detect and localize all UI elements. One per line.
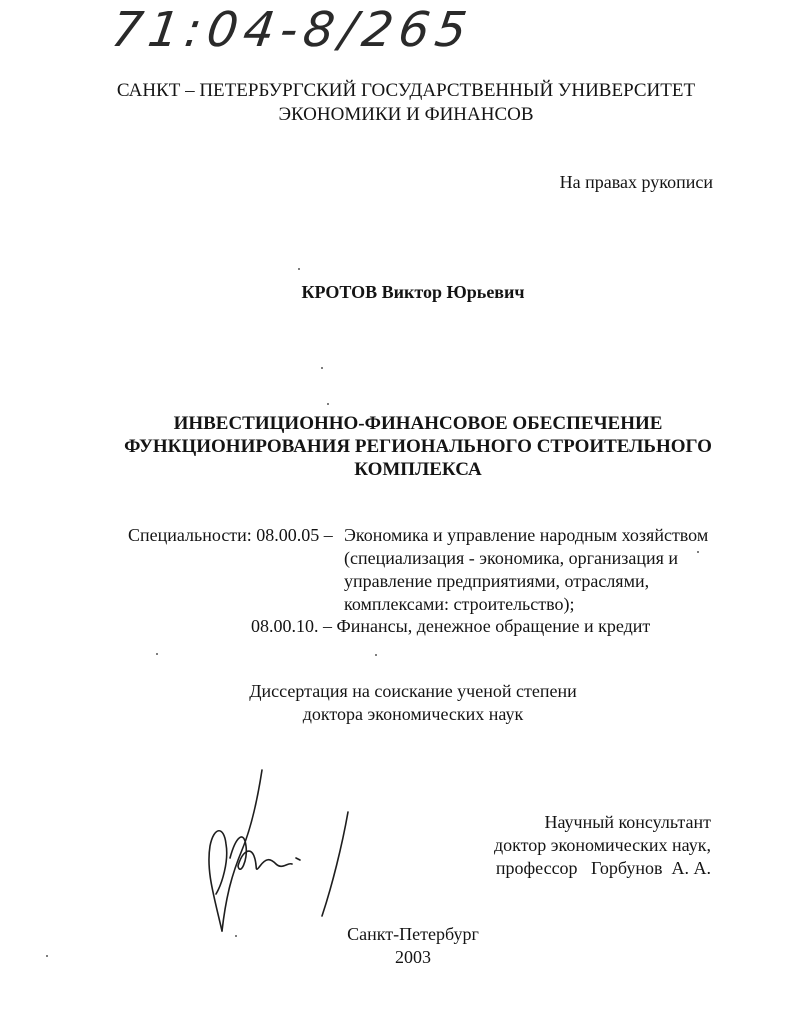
spec1-line-1: Экономика и управление народным хозяйством bbox=[344, 525, 709, 545]
city: Санкт-Петербург bbox=[347, 924, 479, 944]
spec1-line-3: управление предприятиями, отраслями, bbox=[344, 571, 650, 591]
city-year bbox=[0, 923, 799, 969]
scan-speck bbox=[46, 955, 48, 957]
scan-speck bbox=[298, 268, 300, 270]
university-name bbox=[0, 79, 799, 127]
scan-speck bbox=[697, 551, 699, 553]
title-line-1: ИНВЕСТИЦИОННО-ФИНАНСОВОЕ ОБЕСПЕЧЕНИЕ bbox=[173, 413, 663, 434]
title-line-3: КОМПЛЕКСА bbox=[354, 459, 482, 480]
scan-speck bbox=[375, 654, 377, 656]
scientific-consultant bbox=[494, 811, 711, 880]
scan-speck bbox=[327, 403, 329, 405]
consultant-line-2: доктор экономических наук, bbox=[494, 835, 711, 855]
spec1-line-4: комплексами: строительство); bbox=[344, 594, 575, 614]
specialties-label: Специальности: 08.00.05 – bbox=[128, 525, 333, 545]
dissertation-line-2: доктора экономических наук bbox=[302, 704, 524, 724]
scan-speck bbox=[321, 367, 323, 369]
university-line-1: САНКТ – ПЕТЕРБУРГСКИЙ ГОСУДАРСТВЕННЫЙ УНИВЕРСИТЕТ bbox=[116, 80, 696, 101]
title-line-2: ФУНКЦИОНИРОВАНИЯ РЕГИОНАЛЬНОГО СТРОИТЕЛЬНОГО bbox=[124, 436, 712, 457]
dissertation-line-1: Диссертация на соискание ученой степени bbox=[249, 681, 577, 701]
spec1-line-2: (специализация - экономика, организация и bbox=[344, 548, 679, 568]
specialty-1-description bbox=[344, 524, 708, 616]
scan-speck bbox=[156, 653, 158, 655]
specialty-2: 08.00.10. – Финансы, денежное обращение и кредит bbox=[251, 616, 651, 636]
thesis-title bbox=[0, 412, 799, 481]
year: 2003 bbox=[395, 947, 431, 967]
consultant-line-1: Научный консультант bbox=[544, 812, 711, 832]
consultant-line-3: профессор Горбунов А. А. bbox=[495, 858, 711, 878]
author-name: КРОТОВ Виктор Юрьевич bbox=[301, 282, 525, 302]
dissertation-note bbox=[0, 680, 799, 726]
archive-code: 71:04-8/265 bbox=[108, 2, 476, 58]
university-line-2: ЭКОНОМИКИ И ФИНАНСОВ bbox=[278, 104, 534, 125]
rights-note: На правах рукописи bbox=[559, 172, 713, 192]
scan-speck bbox=[235, 935, 237, 937]
